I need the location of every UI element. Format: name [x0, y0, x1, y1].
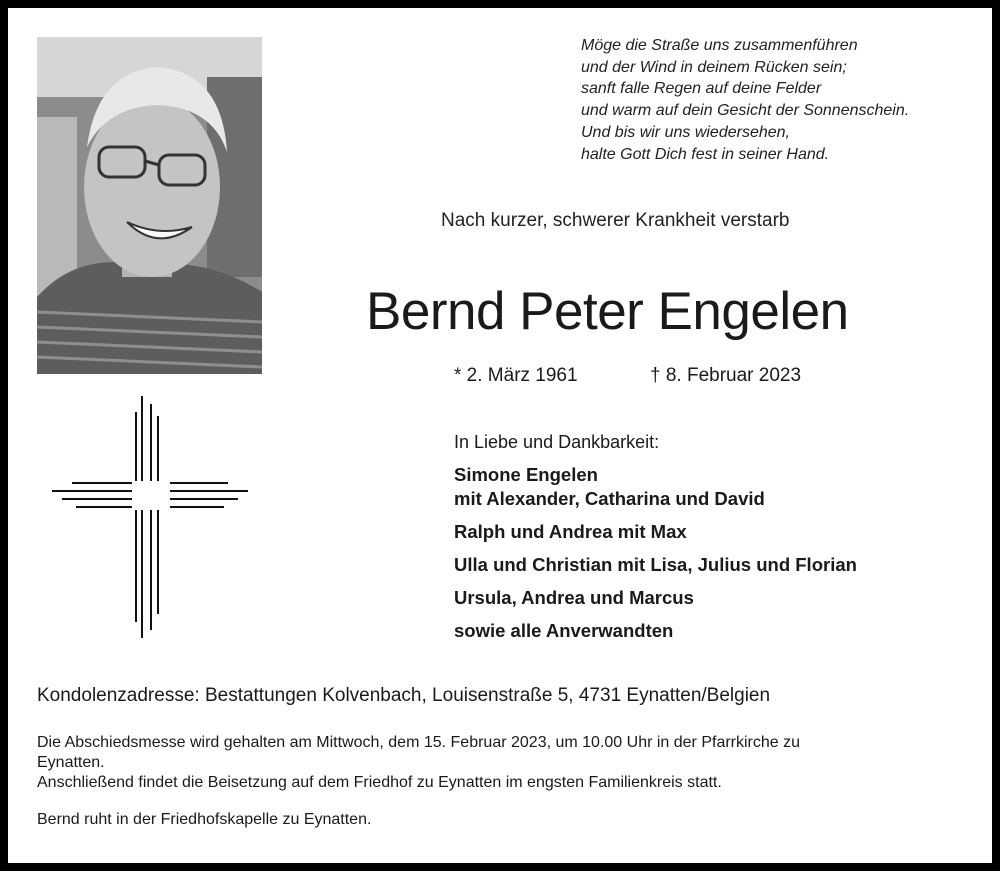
- poem-line: Und bis wir uns wiedersehen,: [581, 123, 790, 141]
- cross-icon: [52, 396, 248, 638]
- rest-notice: Bernd ruht in der Friedhofskapelle zu Eynatten.: [37, 811, 372, 828]
- family-line: Simone Engelen: [454, 464, 598, 485]
- family-line: mit Alexander, Catharina und David: [454, 488, 765, 509]
- intro-text: Nach kurzer, schwerer Krankheit verstarb: [441, 210, 790, 231]
- poem-line: und warm auf dein Gesicht der Sonnenschein.: [581, 102, 910, 120]
- condolence-address: Kondolenzadresse: Bestattungen Kolvenbach, Louisenstraße 5, 4731 Eynatten/Belgien: [37, 685, 771, 706]
- family-group: [454, 586, 857, 610]
- portrait-photo: [37, 37, 262, 374]
- family-lead: In Liebe und Dankbarkeit:: [454, 432, 660, 452]
- mass-notice-line2: Eynatten.: [37, 754, 105, 771]
- portrait-illustration: [37, 37, 262, 374]
- family-group: [454, 463, 857, 511]
- family-line: sowie alle Anverwandten: [454, 620, 674, 641]
- death-date: † 8. Februar 2023: [650, 365, 802, 386]
- service-notes: [37, 733, 965, 830]
- family-line: Ralph und Andrea mit Max: [454, 521, 687, 542]
- mass-notice-line1: Die Abschiedsmesse wird gehalten am Mittwoch, dem 15. Februar 2023, um 10.00 Uhr in der Pfarrkirche zu: [37, 734, 801, 751]
- burial-notice: Anschließend findet die Beisetzung auf dem Friedhof zu Eynatten im engsten Familienkreis statt.: [37, 774, 722, 791]
- poem-line: halte Gott Dich fest in seiner Hand.: [581, 145, 830, 163]
- poem-line: Möge die Straße uns zusammenführen: [581, 37, 858, 54]
- family-group: [454, 553, 857, 577]
- birth-date: * 2. März 1961: [454, 365, 578, 386]
- family-group: [454, 520, 857, 544]
- family-line: Ulla und Christian mit Lisa, Julius und Florian: [454, 554, 857, 575]
- poem-line: und der Wind in deinem Rücken sein;: [581, 58, 847, 76]
- obituary-card: [8, 8, 992, 863]
- family-line: Ursula, Andrea und Marcus: [454, 587, 694, 608]
- family-list: [454, 463, 857, 652]
- poem: [581, 35, 981, 165]
- poem-line: sanft falle Regen auf deine Felder: [581, 80, 822, 98]
- deceased-name: Bernd Peter Engelen: [366, 282, 849, 341]
- family-group: [454, 619, 857, 643]
